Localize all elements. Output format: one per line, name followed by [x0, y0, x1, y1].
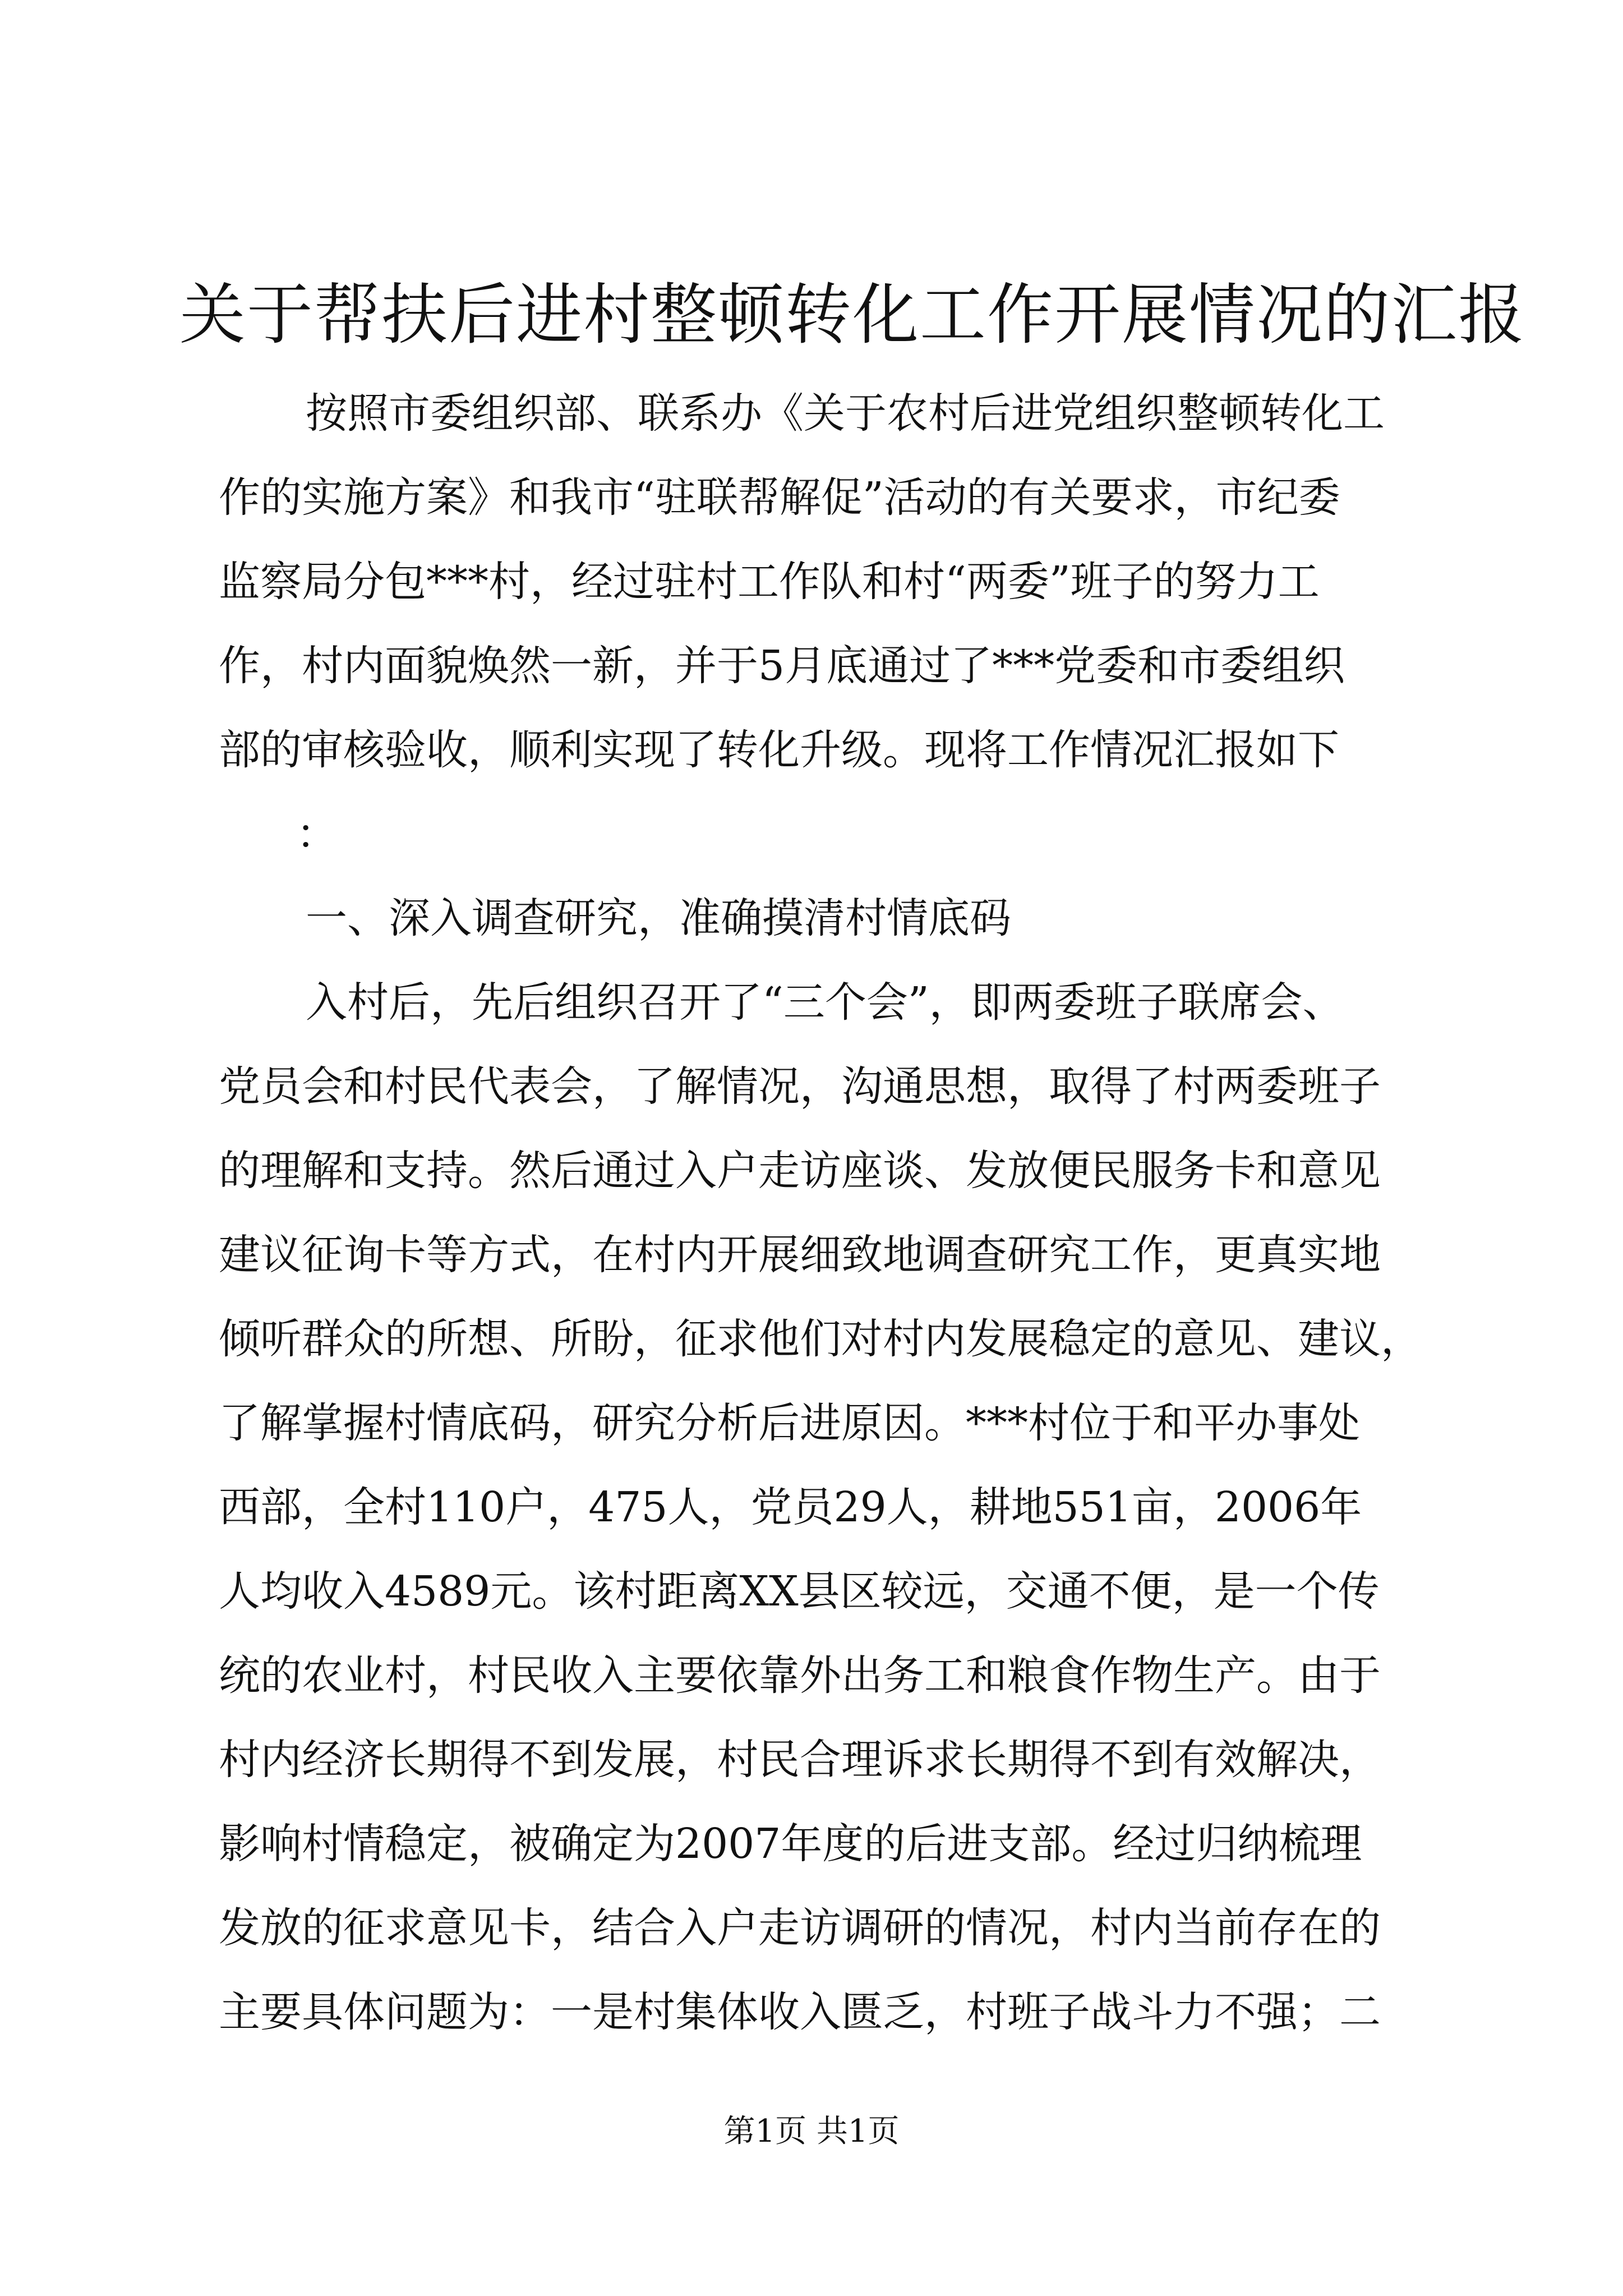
body-line: 统的农业村，村民收入主要依靠外出务工和粮食作物生产。由于	[219, 1651, 1381, 1700]
body-line: 建议征询卡等方式，在村内开展细致地调查研究工作，更真实地	[219, 1231, 1381, 1279]
body-line: 监察局分包***村，经过驻村工作队和村“两委”班子的努力工	[219, 558, 1320, 606]
document-title: 关于帮扶后进村整顿转化工作开展情况的汇报	[179, 276, 1526, 353]
body-line: 按照市委组织部、联系办《关于农村后进党组织整顿转化工	[306, 389, 1385, 438]
body-line: 发放的征求意见卡，结合入户走访调研的情况，村内当前存在的	[219, 1904, 1381, 1952]
body-line: 西部，全村110户，475人，党员29人，耕地551亩，2006年	[219, 1483, 1362, 1531]
body-line: 作的实施方案》和我市“驻联帮解促”活动的有关要求，市纪委	[219, 473, 1340, 522]
body-line: 了解掌握村情底码，研究分析后进原因。***村位于和平办事处	[219, 1399, 1360, 1447]
body-line: 部的审核验收，顺利实现了转化升级。现将工作情况汇报如下	[219, 726, 1339, 774]
body-line: ：	[296, 810, 338, 858]
body-line: 的理解和支持。然后通过入户走访座谈、发放便民服务卡和意见	[219, 1147, 1381, 1195]
body-line: 倾听群众的所想、所盼，征求他们对村内发展稳定的意见、建议，	[219, 1315, 1422, 1363]
body-line: 人均收入4589元。该村距离XX县区较远，交通不便，是一个传	[219, 1567, 1380, 1616]
body-line: 影响村情稳定，被确定为2007年度的后进支部。经过归纳梳理	[219, 1820, 1362, 1868]
body-line: 作，村内面貌焕然一新，并于5月底通过了***党委和市委组织	[219, 642, 1345, 690]
body-line: 主要具体问题为：一是村集体收入匮乏，村班子战斗力不强；二	[219, 1988, 1381, 2036]
body-line: 党员会和村民代表会，了解情况，沟通思想，取得了村两委班子	[219, 1062, 1381, 1111]
section-heading: 一、深入调查研究，准确摸清村情底码	[306, 894, 1011, 942]
body-line: 入村后，先后组织召开了“三个会”，即两委班子联席会、	[306, 978, 1344, 1027]
page-footer: 第1页 共1页	[723, 2113, 900, 2150]
body-line: 村内经济长期得不到发展，村民合理诉求长期得不到有效解决，	[219, 1736, 1381, 1784]
